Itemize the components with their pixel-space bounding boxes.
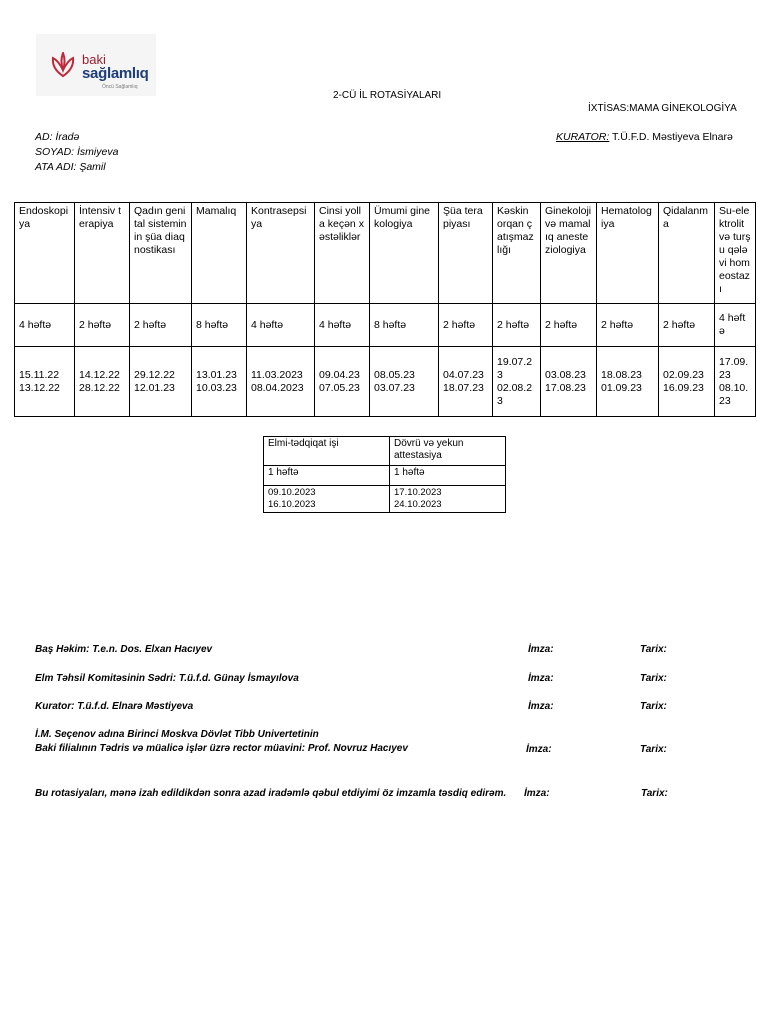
research-duration-cell: 1 həftə — [264, 466, 390, 486]
specialty: İXTİSAS:MAMA GİNEKOLOGİYA — [588, 103, 737, 114]
rotation-header-row — [15, 203, 756, 304]
rotation-table — [14, 202, 756, 417]
research-duration-cell: 1 həftə — [390, 466, 506, 486]
rotation-duration-cell: 2 həftə — [541, 304, 597, 347]
signature-imza-label: İmza: — [528, 673, 554, 684]
rotation-dates-cell: 09.04.23 07.05.23 — [315, 347, 370, 417]
rotation-duration-cell: 4 həftə — [247, 304, 315, 347]
research-header-cell: Elmi-tədqiqat işi — [264, 437, 390, 466]
signature-tarix-label: Tarix: — [640, 673, 667, 684]
signature-tarix-label: Tarix: — [640, 744, 667, 755]
curator-value: T.Ü.F.D. Məstiyeva Elnarə — [609, 131, 733, 143]
person-name: AD: İradə — [35, 131, 80, 143]
research-dates-cell: 17.10.2023 24.10.2023 — [390, 486, 506, 513]
research-dates-cell: 09.10.2023 16.10.2023 — [264, 486, 390, 513]
logo — [36, 34, 156, 96]
signature-tarix-label: Tarix: — [640, 644, 667, 655]
rotation-header-cell: Kontrasepsiya — [247, 203, 315, 304]
research-table — [263, 436, 506, 513]
signature-imza-label: İmza: — [528, 701, 554, 712]
rotation-dates-cell: 17.09.23 08.10.23 — [715, 347, 756, 417]
signature-name: Elm Təhsil Komitəsinin Sədri: T.ü.f.d. Günay İsmayılova — [35, 673, 299, 684]
rotation-duration-cell: 2 həftə — [130, 304, 192, 347]
rotation-duration-cell: 2 həftə — [439, 304, 493, 347]
signature-name: Bu rotasiyaları, mənə izah edildikdən sonra azad iradəmlə qəbul etdiyimi öz imzamla təsdiq edirəm. — [35, 788, 507, 799]
rotation-header-cell: Ginekoloji və mamalıq anesteziologiya — [541, 203, 597, 304]
signature-name: Baş Həkim: T.e.n. Dos. Elxan Hacıyev — [35, 644, 213, 655]
research-duration-row — [264, 466, 506, 486]
logo-text-line2: sağlamlıq — [82, 65, 149, 82]
signature-name: İ.M. Seçenov adına Birinci Moskva Dövlət Tibb Univertetinin Baki filialının Tədris və müalicə işlər üzrə rector müavini: Prof. Novruz Hacıyev — [35, 729, 408, 754]
rotation-duration-cell: 8 həftə — [370, 304, 439, 347]
rotation-dates-cell: 15.11.22 13.12.22 — [15, 347, 75, 417]
page-title: 2-CÜ İL ROTASİYALARI — [333, 90, 442, 101]
rotation-header-cell: Mamalıq — [192, 203, 247, 304]
logo-text-line3: Öncü Sağlamlıq — [102, 84, 138, 90]
rotation-duration-row — [15, 304, 756, 347]
rotation-duration-cell: 4 həftə — [315, 304, 370, 347]
signature-tarix-label: Tarix: — [641, 788, 668, 799]
logo-text-line1: baki — [82, 52, 106, 67]
rotation-duration-cell: 4 həftə — [715, 304, 756, 347]
rotation-header-cell: Ümumi ginekologiya — [370, 203, 439, 304]
person-surname: SOYAD: İsmiyeva — [35, 146, 119, 158]
curator-label: KURATOR: — [556, 131, 610, 143]
rotation-dates-cell: 04.07.23 18.07.23 — [439, 347, 493, 417]
rotation-header-cell: Kəskin orqan çatışmazlığı — [493, 203, 541, 304]
rotation-duration-cell: 2 həftə — [659, 304, 715, 347]
signature-imza-label: İmza: — [528, 644, 554, 655]
rotation-header-cell: Qidalanma — [659, 203, 715, 304]
research-header-cell: Dövrü və yekun attestasiya — [390, 437, 506, 466]
rotation-header-cell: Cinsi yolla keçən xəstəliklər — [315, 203, 370, 304]
rotation-dates-cell: 19.07.23 02.08.23 — [493, 347, 541, 417]
rotation-dates-cell: 14.12.22 28.12.22 — [75, 347, 130, 417]
rotation-header-cell: Su-elektrolit və turşu qələvi homeostazı — [715, 203, 756, 304]
rotation-duration-cell: 2 həftə — [597, 304, 659, 347]
rotation-header-cell: Şüa terapiyası — [439, 203, 493, 304]
rotation-dates-cell: 13.01.23 10.03.23 — [192, 347, 247, 417]
rotation-header-cell: Hematologiya — [597, 203, 659, 304]
rotation-dates-cell: 03.08.23 17.08.23 — [541, 347, 597, 417]
logo-flower-icon — [48, 52, 78, 78]
person-father-name: ATA ADI: Şamil — [35, 161, 106, 173]
signature-name: Kurator: T.ü.f.d. Elnarə Məstiyeva — [35, 701, 194, 712]
research-dates-row — [264, 486, 506, 513]
rotation-header-cell: İntensiv terapiya — [75, 203, 130, 304]
rotation-dates-row — [15, 347, 756, 417]
rotation-dates-cell: 08.05.23 03.07.23 — [370, 347, 439, 417]
signature-tarix-label: Tarix: — [640, 701, 667, 712]
rotation-dates-cell: 02.09.23 16.09.23 — [659, 347, 715, 417]
research-header-row — [264, 437, 506, 466]
rotation-duration-cell: 4 həftə — [15, 304, 75, 347]
signature-imza-label: İmza: — [526, 744, 552, 755]
rotation-duration-cell: 2 həftə — [493, 304, 541, 347]
curator — [556, 131, 733, 143]
rotation-dates-cell: 11.03.2023 08.04.2023 — [247, 347, 315, 417]
signature-imza-label: İmza: — [524, 788, 550, 799]
rotation-dates-cell: 18.08.23 01.09.23 — [597, 347, 659, 417]
rotation-duration-cell: 2 həftə — [75, 304, 130, 347]
rotation-dates-cell: 29.12.22 12.01.23 — [130, 347, 192, 417]
rotation-header-cell: Qadın genital sisteminin şüa diaqnostikası — [130, 203, 192, 304]
rotation-header-cell: Endoskopiya — [15, 203, 75, 304]
rotation-duration-cell: 8 həftə — [192, 304, 247, 347]
